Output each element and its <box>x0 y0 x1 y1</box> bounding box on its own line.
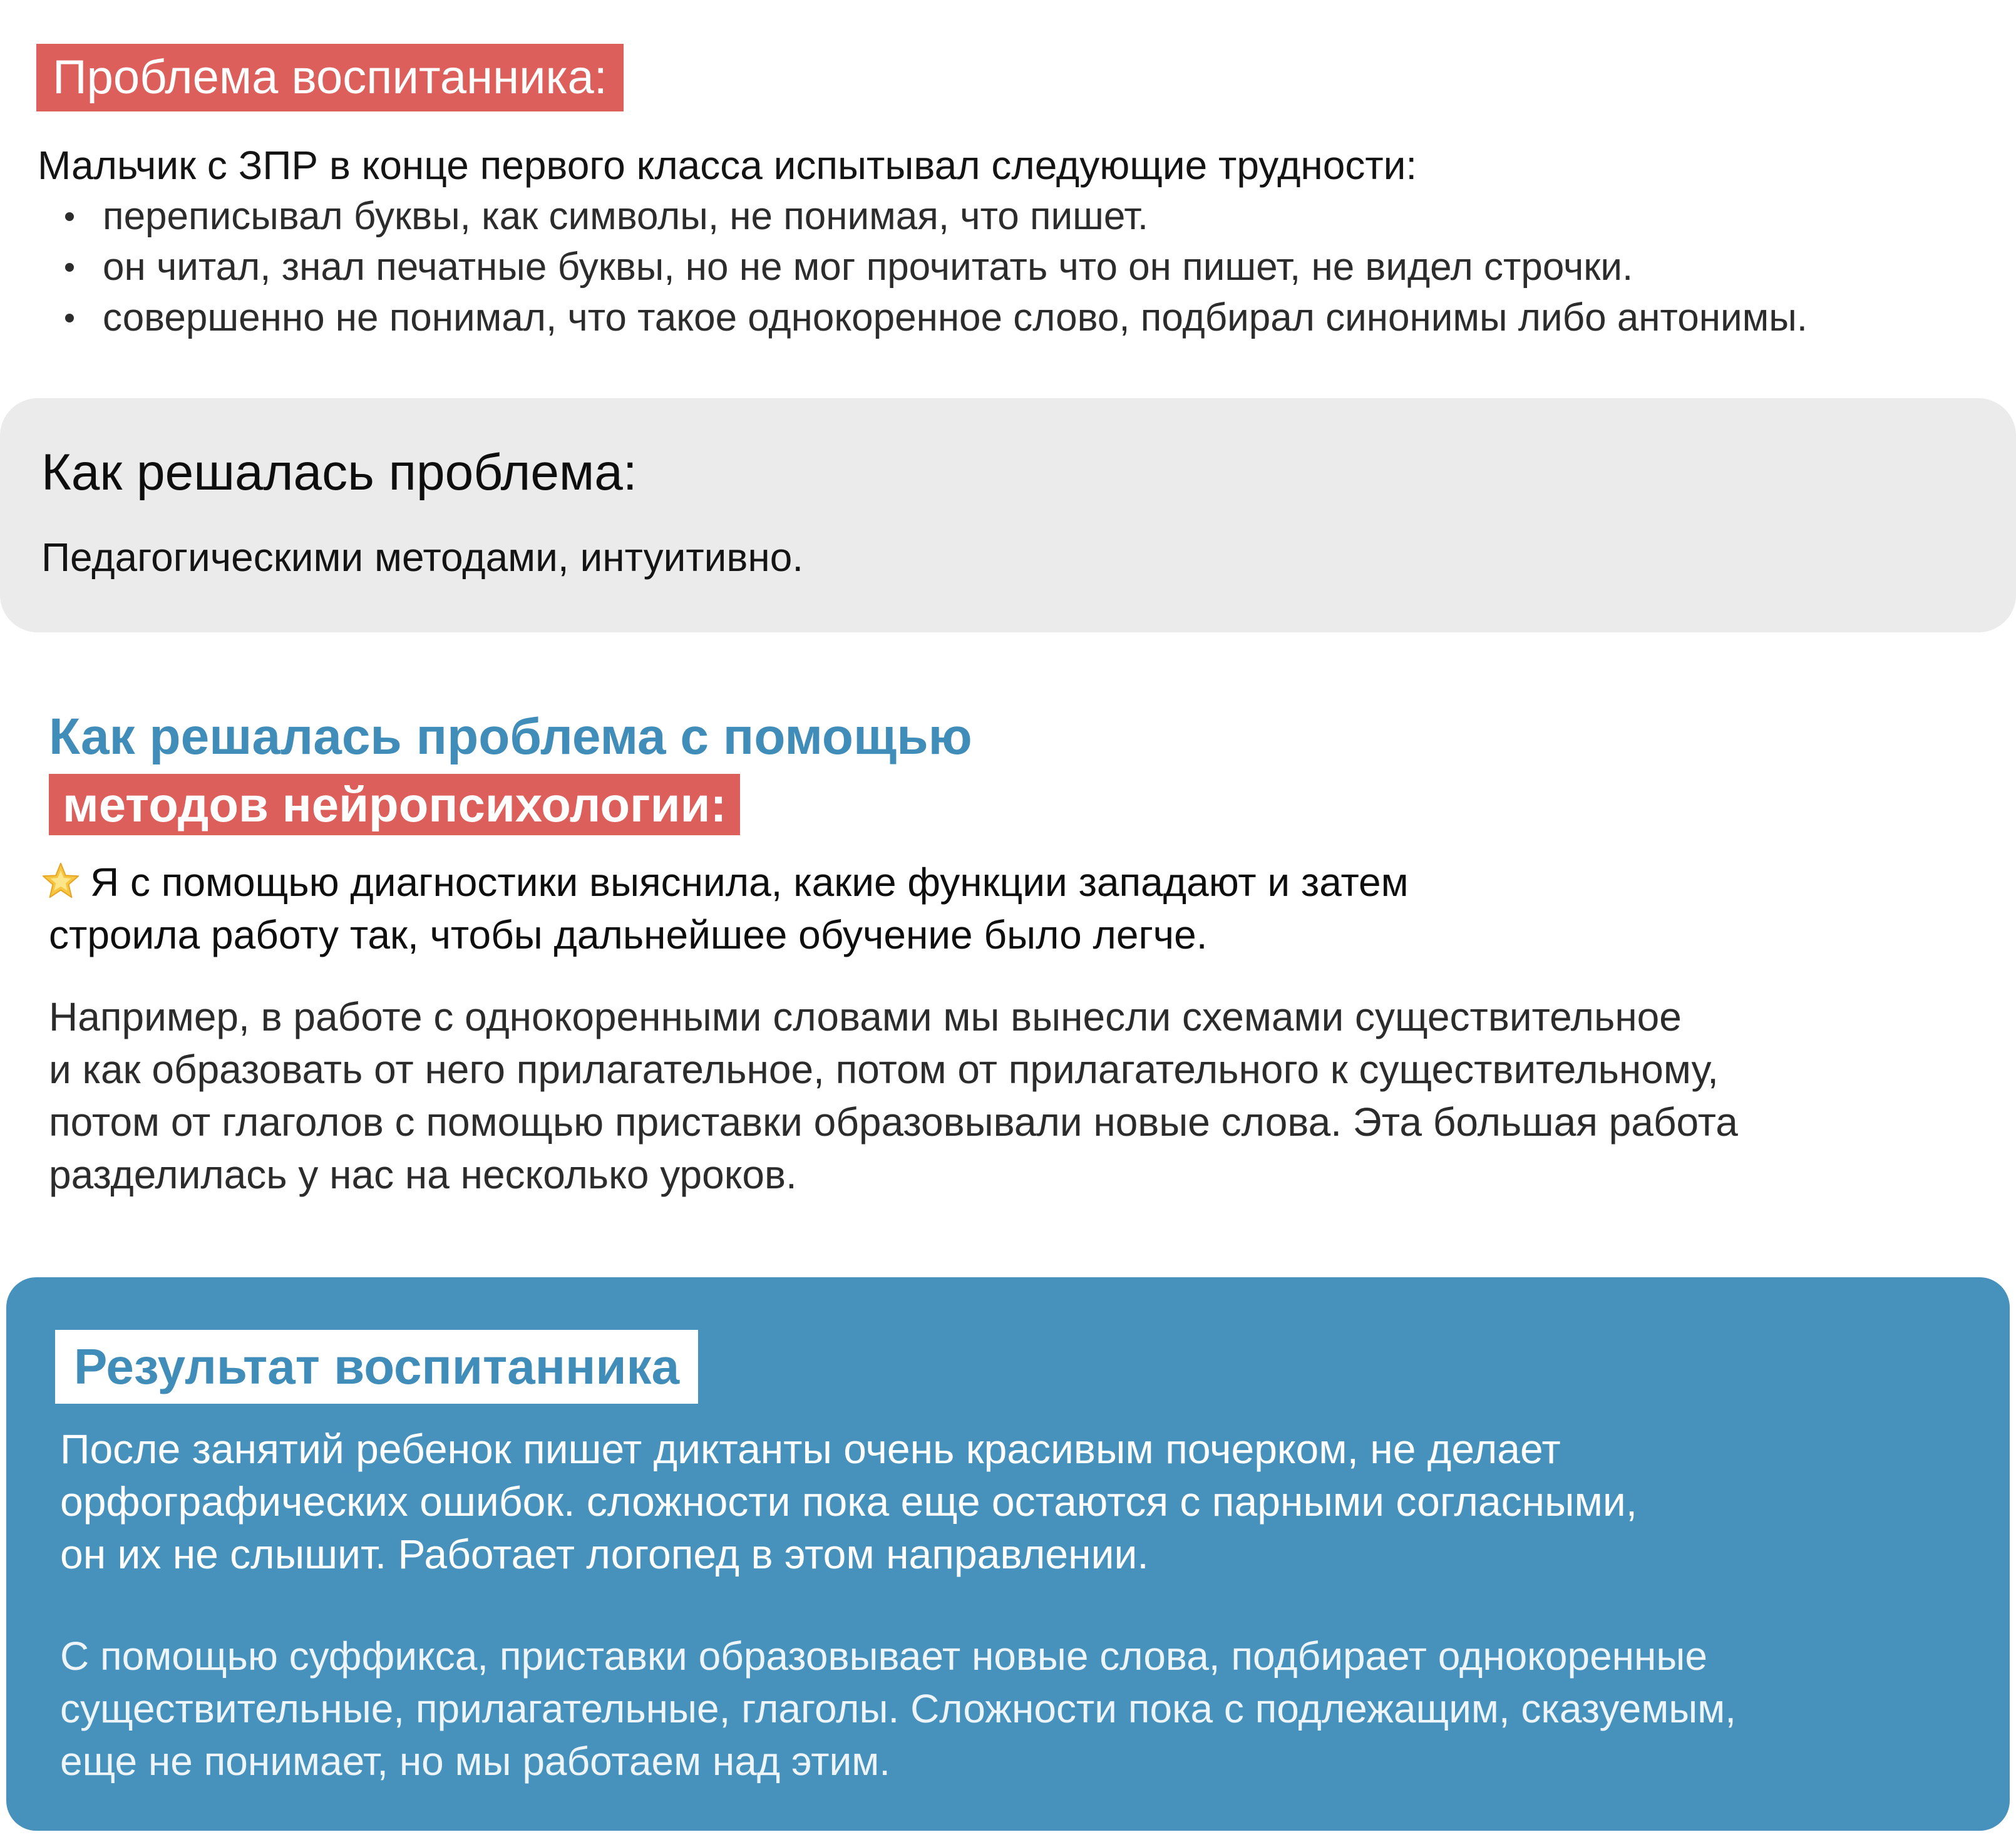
neuro-lead-line: Я с помощью диагностики выяснила, какие функции западают и затем <box>90 860 1409 905</box>
result-text <box>60 1423 1637 1580</box>
list-item-text: переписывал буквы, как символы, не понимая, что пишет. <box>103 195 1149 238</box>
result-line: После занятий ребенок пишет диктанты очень красивым почерком, не делает <box>60 1426 1561 1472</box>
neuro-heading: Как решалась проблема с помощью <box>49 708 972 765</box>
neuro-lead-line: строила работу так, чтобы дальнейшее обучение было легче. <box>49 912 1208 957</box>
neuro-lead <box>49 856 1409 961</box>
list-item-text: он читал, знал печатные буквы, но не мог прочитать что он пишет, не видел строчки. <box>103 245 1633 289</box>
neuro-heading-highlight: методов нейропсихологии: <box>49 774 740 835</box>
bullet-icon <box>65 314 74 322</box>
list-item <box>38 242 1808 292</box>
list-item <box>38 191 1808 242</box>
neuro-example-line: разделилась у нас на несколько уроков. <box>49 1152 797 1197</box>
result-line: еще не понимает, но мы работаем над этим. <box>60 1739 891 1784</box>
problem-intro: Мальчик с ЗПР в конце первого класса испытывал следующие трудности: <box>38 143 1417 188</box>
result-text-secondary <box>60 1630 1736 1788</box>
neuro-example-line: потом от глаголов с помощью приставки образовывали новые слова. Эта большая работа <box>49 1099 1738 1145</box>
problem-heading: Проблема воспитанника: <box>36 44 624 111</box>
neuro-example <box>49 991 1738 1201</box>
bullet-icon <box>65 263 74 272</box>
result-line: существительные, прилагательные, глаголы. Сложности пока с подлежащим, сказуемым, <box>60 1686 1736 1731</box>
neuro-example-line: и как образовать от него прилагательное, потом от прилагательного к существительному, <box>49 1047 1719 1092</box>
difficulties-list <box>38 191 1808 343</box>
bullet-icon <box>65 212 74 221</box>
list-item-text: совершенно не понимал, что такое однокоренное слово, подбирал синонимы либо антонимы. <box>103 296 1808 339</box>
solution-text: Педагогическими методами, интуитивно. <box>41 535 804 580</box>
result-line: он их не слышит. Работает логопед в этом направлении. <box>60 1531 1149 1577</box>
result-line: С помощью суффикса, приставки образовывает новые слова, подбирает однокоренные <box>60 1634 1707 1679</box>
solution-card <box>0 398 2016 632</box>
neuro-example-line: Например, в работе с однокоренными словами мы вынесли схемами существительное <box>49 994 1682 1039</box>
result-heading: Результат воспитанника <box>55 1330 698 1404</box>
list-item <box>38 292 1808 343</box>
solution-heading: Как решалась проблема: <box>41 444 637 501</box>
result-line: орфографических ошибок. сложности пока еще остаются с парными согласными, <box>60 1478 1638 1525</box>
